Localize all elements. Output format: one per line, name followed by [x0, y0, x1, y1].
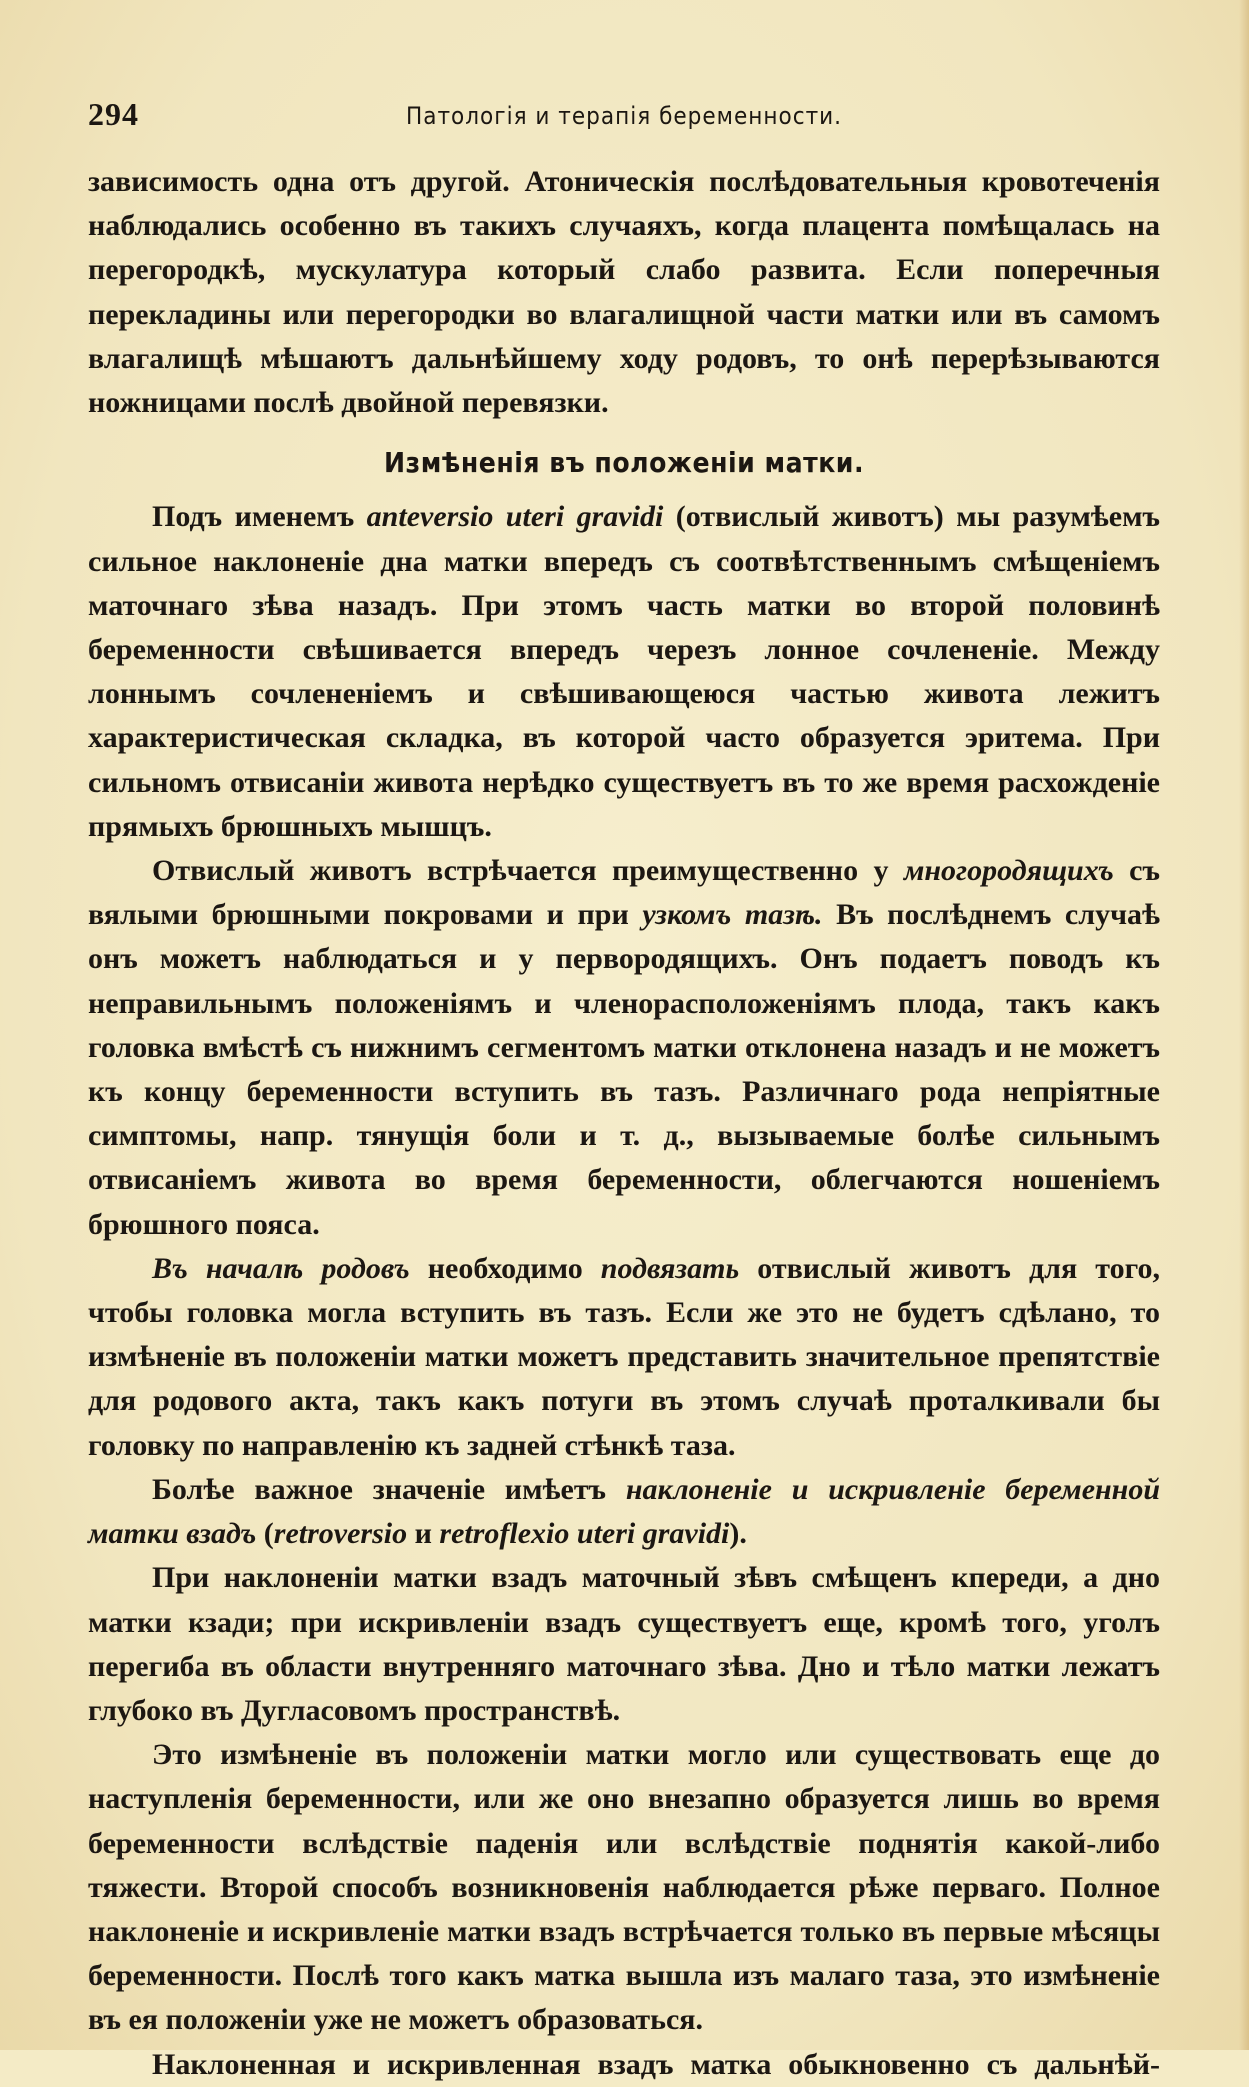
running-head: Патологiя и терапiя беременности. — [405, 102, 843, 130]
page-number: 294 — [88, 96, 139, 132]
page-edge — [1239, 0, 1249, 2050]
paragraph-retroversio: Болѣе важное значенiе имѣетъ наклоненiе и искривленiе беременной матки взадъ (retroversio и retroflexio uteri gravidi). — [88, 1472, 1161, 1551]
text-body — [88, 160, 1160, 2087]
section-heading: Измѣненiя въ положенiи матки. — [383, 446, 865, 480]
page-header — [88, 96, 1160, 136]
paragraph-continuation: зависимость одна отъ другой. Атоническiя послѣдовательныя кровотеченiя наблюдались особенно въ такихъ случаяхъ, когда плацента помѣщалась на перегородкѣ, мускулатура который слабо развита. Если поперечныя перекладины или перегородки во влагалищной части матки или въ самомъ влагалищѣ мѣшаютъ дальнѣйшему ходу родовъ, то онѣ перерѣзываются ножницами послѣ двойной перевязки. — [88, 165, 1160, 420]
paragraph-naklonenie: При наклоненiи матки взадъ маточный зѣвъ смѣщенъ кпереди, а дно матки кзади; при искривленiи взадъ существуетъ еще, кромѣ того, уголъ перегиба въ области внутренняго маточнаго зѣва. Дно и тѣло матки лежатъ глубоко въ Дугласовомъ пространствѣ. — [88, 1561, 1160, 1727]
paragraph-last: Наклоненная и искривленная взадъ матка обыкновенно съ дальнѣй- — [152, 2047, 1160, 2081]
paragraph-anteversio: Подъ именемъ anteversio uteri gravidi (отвислый животъ) мы разумѣемъ сильное наклоненiе дна матки впередъ съ соотвѣтственнымъ смѣщенiемъ маточнаго зѣва назадъ. При этомъ часть матки во второй половинѣ беременности свѣшивается впередъ черезъ лонное сочлененiе. Между лоннымъ сочлененiемъ и свѣшивающеюся частью живота лежитъ характеристическая складка, въ которой часто образуется эритема. При сильномъ отвисанiи живота нерѣдко существуетъ въ то же время расхожденiе прямыхъ брюшныхъ мышцъ. — [88, 500, 1161, 843]
paragraph-otvisly-zhivot: Отвислый животъ встрѣчается преимущественно у многородящихъ съ вялыми брюшными покровами и при узкомъ тазѣ. Въ послѣднемъ случаѣ онъ можетъ наблюдаться и у первородящихъ. Онъ подаетъ поводъ къ неправильнымъ положенiямъ и членорасположенiямъ плода, такъ какъ головка вмѣстѣ съ нижнимъ сегментомъ матки отклонена назадъ и не можетъ къ концу беременности вступить въ тазъ. Различнаго рода непрiятные симптомы, напр. тянущiя боли и т. д., вызываемые болѣе сильнымъ отвисанiемъ живота во время беременности, облегчаются ношенiемъ брюшного пояса. — [88, 854, 1160, 1241]
paragraph-izmenenie: Это измѣненiе въ положенiи матки могло или существовать еще до наступленiя беременности, или же оно внезапно образуется лишь во время беременности вслѣдствiе паденiя или вслѣдствiе поднятiя какой-либо тяжести. Второй способъ возникновенiя наблюдается рѣже перваго. Полное наклоненiе и искривленiе матки взадъ встрѣчается только въ первые мѣсяцы беременности. Послѣ того какъ матка вышла изъ малаго таза, это измѣненiе въ ея положенiи уже не можетъ образоваться. — [88, 1738, 1160, 2037]
paragraph-rody: Въ началѣ родовъ необходимо подвязать отвислый животъ для того, чтобы головка могла вступить въ тазъ. Если же это не будетъ сдѣлано, то измѣненiе въ положенiи матки можетъ представить значительное препятствiе для родового акта, такъ какъ потуги въ этомъ случаѣ проталкивали бы головку по направленiю къ задней стѣнкѣ таза. — [88, 1251, 1160, 1462]
